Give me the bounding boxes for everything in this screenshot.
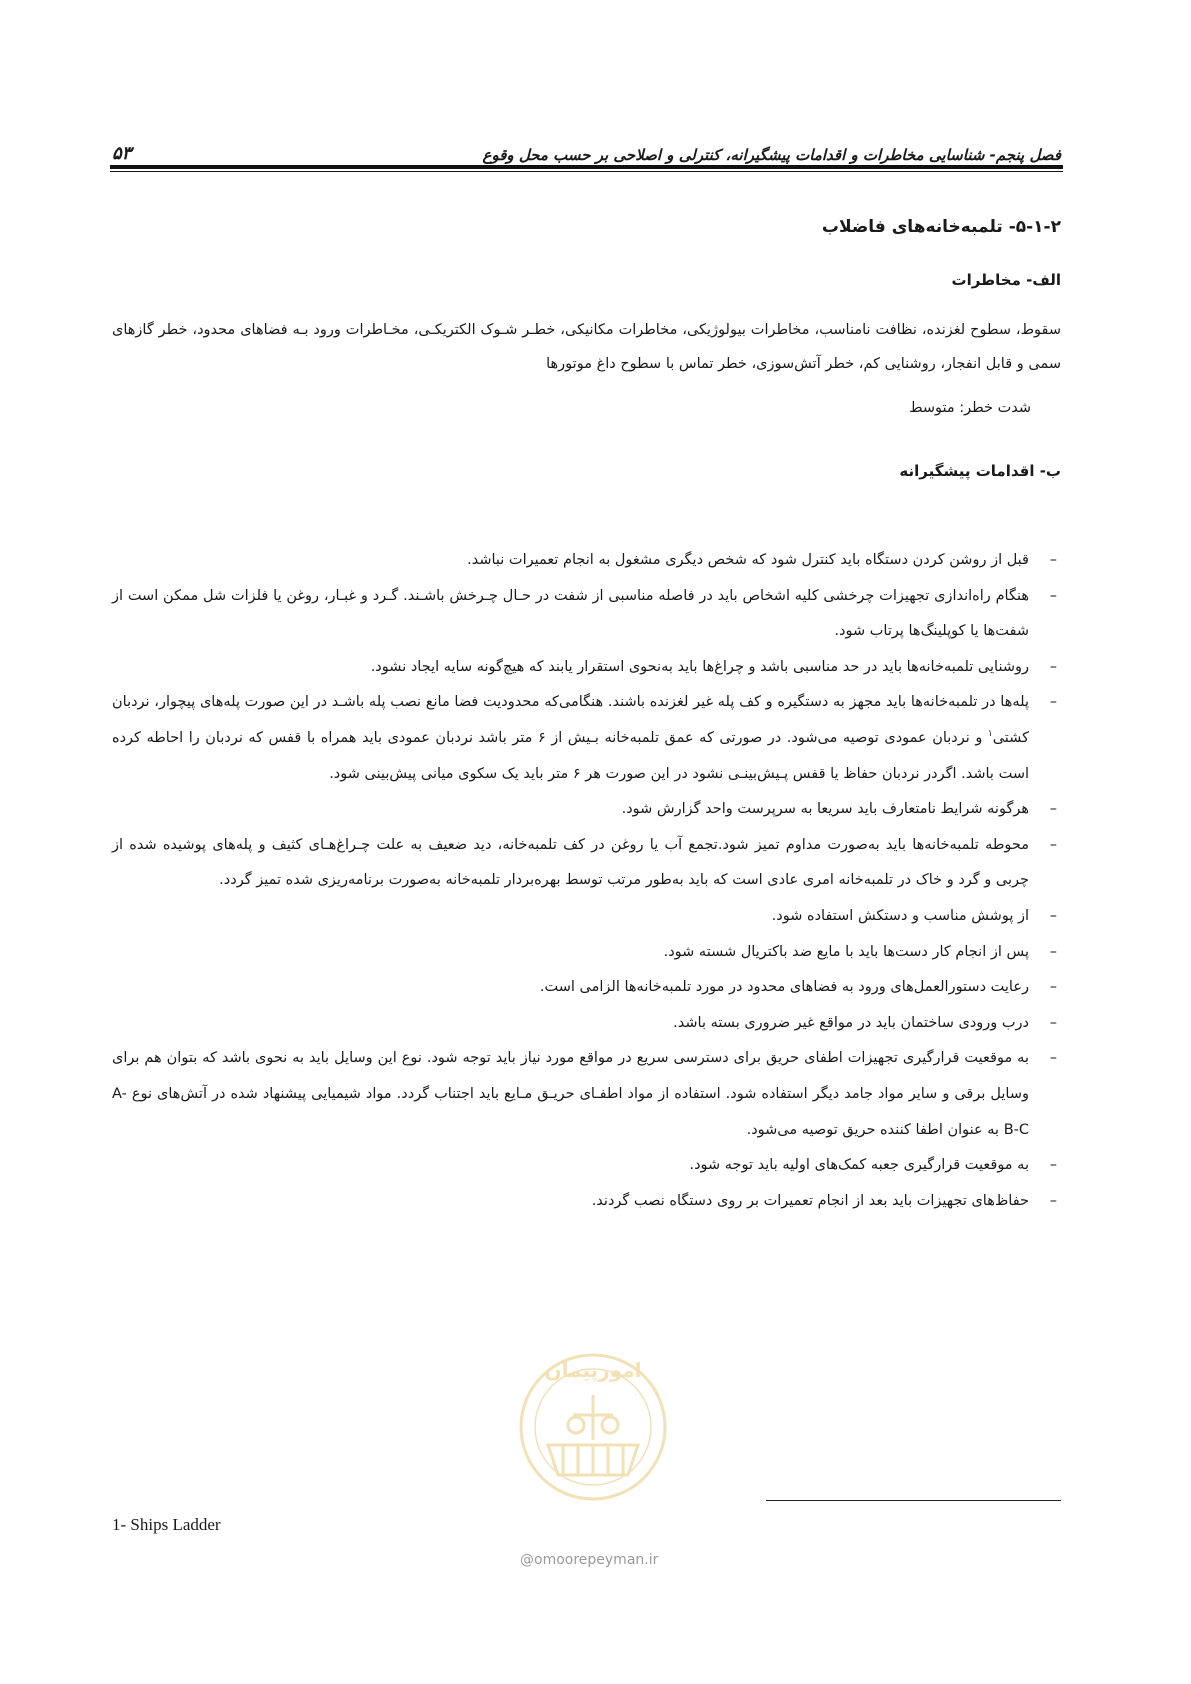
list-item [112,970,1061,1006]
dash-bullet: – [1049,836,1057,853]
list-item [112,650,1061,686]
list-item-text: پس از انجام کار دست‌ها باید با مایع ضد باکتریال شسته شود. [663,943,1029,960]
list-item [112,1184,1061,1220]
dash-bullet: – [1049,1014,1057,1031]
preventive-list [112,543,1061,1219]
watermark-seal-icon [488,1335,698,1505]
list-item [112,543,1061,579]
page-number: ۵۳ [112,143,132,164]
list-item [112,899,1061,935]
list-item [112,1148,1061,1184]
list-item-text: روشنایی تلمبه‌خانه‌ها باید در حد مناسبی باشد و چراغ‌ها باید به‌نحوی استقرار یابند که هیچ‌گونه سایه ایجاد نشود. [370,658,1029,675]
watermark-site: @omoorepeyman.ir [520,1552,659,1568]
section-heading: ۵-۱-۲- تلمبه‌خانه‌های فاضلاب [821,217,1061,237]
dash-bullet: – [1049,801,1057,818]
list-item [112,685,1061,792]
hazards-heading: الف- مخاطرات [951,271,1061,289]
list-item-text: محوطه تلمبه‌خانه‌ها باید به‌صورت مداوم تمیز شود.تجمع آب یا روغن در کف تلمبه‌خانه، دید ضعیف به علت چـراغ‌هـای کثیف و پله‌های پوشیده شده از چربی و گرد و خاک در تلمبه‌خانه امری عادی است که باید به‌طور مرتب توسط بهره‌بردار تلمبه‌خانه به‌صورت برنامه‌ریزی شده تمیز گردد. [112,836,1029,889]
severity-text: شدت خطر: متوسط [909,400,1031,416]
header-rule [110,165,1063,169]
footnote-ref: ۱ [987,729,993,740]
list-item [112,1006,1061,1042]
list-item [112,935,1061,971]
dash-bullet: – [1049,658,1057,675]
list-item [112,792,1061,828]
dash-bullet: – [1049,1192,1057,1209]
list-item-text-continued: و نردبان عمودی توصیه می‌شود. در صورتی که عمق تلمبه‌خانه بـیش از ۶ متر باشد نردبان عمودی باید همراه با قفس که نردبان را احاطه کرده است باشد. اگردر نردبان حفاظ یا قفس پـیش‌بینـی نشود در این صورت هر ۶ متر باید یک سکوی میانی پیش‌بینی شود. [112,729,1029,782]
dash-bullet: – [1049,694,1057,711]
dash-bullet: – [1049,1157,1057,1174]
list-item-text: به موقعیت قرارگیری جعبه کمک‌های اولیه باید توجه شود. [689,1157,1029,1174]
dash-bullet: – [1049,552,1057,568]
dash-bullet: – [1049,1050,1057,1067]
footnote: 1- Ships Ladder [112,1515,221,1534]
running-header [112,128,1061,164]
list-item [112,1041,1061,1148]
dash-bullet: – [1049,907,1057,924]
list-item-text: از پوشش مناسب و دستکش استفاده شود. [771,907,1029,924]
footnote-rule [766,1500,1061,1501]
dash-bullet: – [1049,587,1057,604]
list-item [112,579,1061,650]
list-item-text: هرگونه شرایط نامتعارف باید سریعا به سرپرست واحد گزارش شود. [621,801,1029,818]
preventive-heading: ب- اقدامات پیشگیرانه [899,462,1061,480]
list-item-text: درب ورودی ساختمان باید در مواقع غیر ضروری بسته باشد. [673,1014,1029,1031]
list-item-text: حفاظ‌های تجهیزات باید بعد از انجام تعمیرات بر روی دستگاه نصب گردند. [591,1192,1029,1209]
list-item-text: به موقعیت قرارگیری تجهیزات اطفای حریق برای دسترسی سریع در مواقع مورد نیاز باید توجه شود. نوع این وسایل باید به نحوی باشد که بتوان هم برای وسایل برقی و سایر مواد جامد دیگر استفاده شود. استفاده از مواد اطفـای حریـق مـایع باید اجتناب گردد. مواد شیمیایی پیشنهاد شده در آتش‌های نوع A-B-C به عنوان اطفا کننده حریق توصیه می‌شود. [112,1050,1029,1138]
dash-bullet: – [1049,979,1057,996]
running-title: فصل پنجم- شناسایی مخاطرات و اقدامات پیشگیرانه، کنترلی و اصلاحی بر حسب محل وقوع [482,146,1061,164]
hazards-text: سقوط، سطوح لغزنده، نظافت نامناسب، مخاطرات بیولوژیکی، مخاطرات مکانیکی، خطـر شـوک الکتریکـی، مخـاطرات ورود بـه فضاهای محدود، خطر گازهای سمی و قابل انفجار، روشنایی کم، خطر آتش‌سوزی، خطر تماس با سطوح داغ موتورها [112,322,1061,372]
list-item-text: رعایت دستورالعمل‌های ورود به فضاهای محدود در مورد تلمبه‌خانه‌ها الزامی است. [539,979,1029,996]
list-item [112,828,1061,899]
list-item-text: قبل از روشن کردن دستگاه باید کنترل شود که شخص دیگری مشغول به انجام تعمیرات نباشد. [467,552,1029,568]
header-rule-thin [110,171,1063,172]
list-item-text: پله‌ها در تلمبه‌خانه‌ها باید مجهز به دستگیره و کف پله غیر لغزنده باشند. هنگامی‌که محدودیت فضا مانع نصب پله باشـد در این صورت پله‌های پیچوار، نردبان کشتی [112,694,1029,746]
list-item-text: هنگام راه‌اندازی تجهیزات چرخشی کلیه اشخاص باید در فاصله مناسبی از شفت در حـال چـرخش باشـند. گـرد و غبـار، روغن یا فلزات شل ممکن است از شفت‌ها یا کوپلینگ‌ها پرتاب شود. [112,587,1029,640]
watermark-seal-text: امورپیمان [544,1358,642,1382]
dash-bullet: – [1049,943,1057,960]
